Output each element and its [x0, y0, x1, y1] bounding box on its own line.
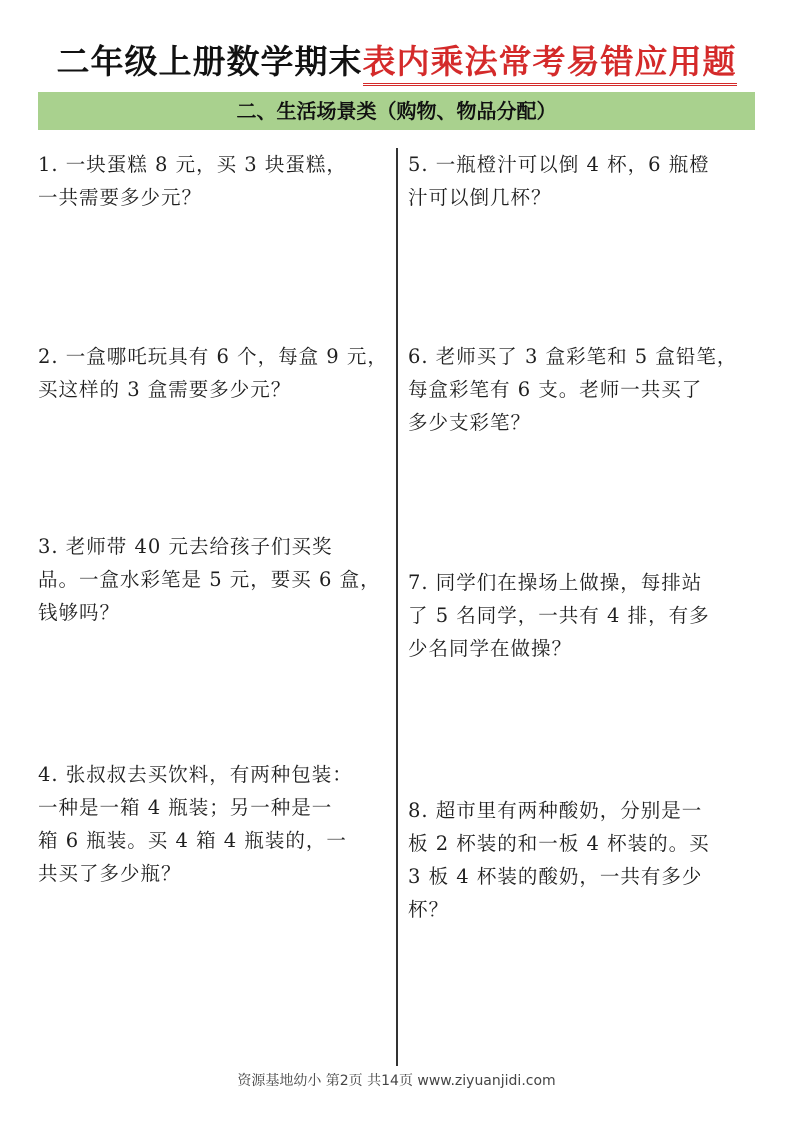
page-title — [0, 36, 793, 83]
title-grade: 二年级上册数学期末 — [56, 42, 363, 81]
question-1: 1. 一块蛋糕 8 元，买 3 块蛋糕， 一共需要多少元？ — [38, 153, 347, 209]
question-7: 7. 同学们在操场上做操，每排站 了 5 名同学，一共有 4 排，有多 少名同学在做操？ — [408, 571, 710, 660]
question-8: 8. 超市里有两种酸奶，分别是一 板 2 杯装的和一板 4 杯装的。买 3 板 4 杯装的酸奶，一共有多少 杯？ — [408, 799, 710, 921]
question-5: 5. 一瓶橙汁可以倒 4 杯，6 瓶橙 汁可以倒几杯？ — [408, 153, 710, 209]
column-divider — [396, 148, 398, 1066]
question-2: 2. 一盒哪吒玩具有 6 个，每盒 9 元， 买这样的 3 盒需要多少元？ — [38, 345, 388, 401]
title-topic: 表内乘法常考易错应用题 — [363, 42, 737, 86]
question-3: 3. 老师带 40 元去给孩子们买奖 品。一盒水彩笔是 5 元，要买 6 盒， 钱够吗？ — [38, 535, 381, 624]
question-4: 4. 张叔叔去买饮料，有两种包装： 一种是一箱 4 瓶装；另一种是一 箱 6 瓶装。买 4 箱 4 瓶装的，一 共买了多少瓶？ — [38, 763, 353, 885]
section-heading: 二、生活场景类（购物、物品分配） — [38, 92, 755, 130]
page-footer: 资源基地幼小 第2页 共14页 www.ziyuanjidi.com — [237, 1073, 556, 1089]
question-6: 6. 老师买了 3 盒彩笔和 5 盒铅笔， 每盒彩笔有 6 支。老师一共买了 多少支彩笔？ — [408, 345, 738, 434]
